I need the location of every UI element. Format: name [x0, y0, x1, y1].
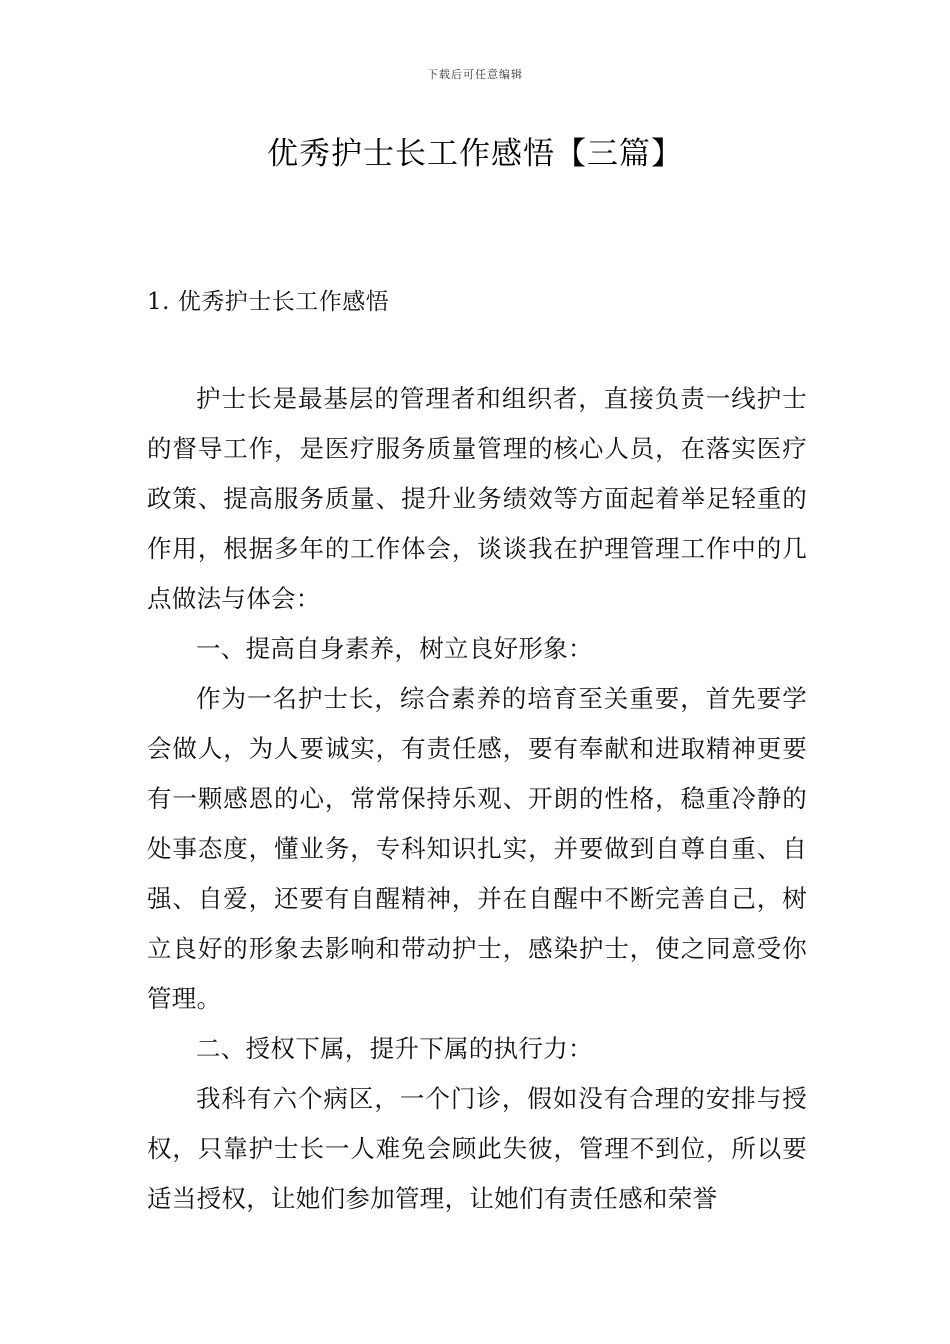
paragraph-intro: 护士长是最基层的管理者和组织者，直接负责一线护士的督导工作，是医疗服务质量管理的核心人员，在落实医疗政策、提高服务质量、提升业务绩效等方面起着举足轻重的作用，根据多年的工作体会，谈谈我在护理管理工作中的几点做法与体会：	[147, 384, 807, 613]
paragraph-self-improvement: 作为一名护士长，综合素养的培育至关重要，首先要学会做人，为人要诚实，有责任感，要有奉献和进取精神更要有一颗感恩的心，常常保持乐观、开朗的性格，稳重冷静的处事态度，懂业务，专科知识扎实，并要做到自尊自重、自强、自爱，还要有自醒精神，并在自醒中不断完善自己，树立良好的形象去影响和带动护士，感染护士，使之同意受你管理。	[147, 684, 807, 1013]
header-note: 下载后可任意编辑	[427, 68, 523, 81]
subheading-self-improvement: 一、提高自身素养，树立良好形象：	[196, 634, 593, 663]
document-title: 优秀护士长工作感悟【三篇】	[267, 136, 683, 172]
section-heading: 1. 优秀护士长工作感悟	[147, 289, 390, 315]
paragraph-delegation: 我科有六个病区，一个门诊，假如没有合理的安排与授权，只靠护士长一人难免会顾此失彼，管理不到位，所以要适当授权，让她们参加管理，让她们有责任感和荣誉	[147, 1084, 807, 1213]
body-text	[147, 374, 807, 1224]
subheading-delegation: 二、授权下属，提升下属的执行力：	[196, 1034, 593, 1063]
